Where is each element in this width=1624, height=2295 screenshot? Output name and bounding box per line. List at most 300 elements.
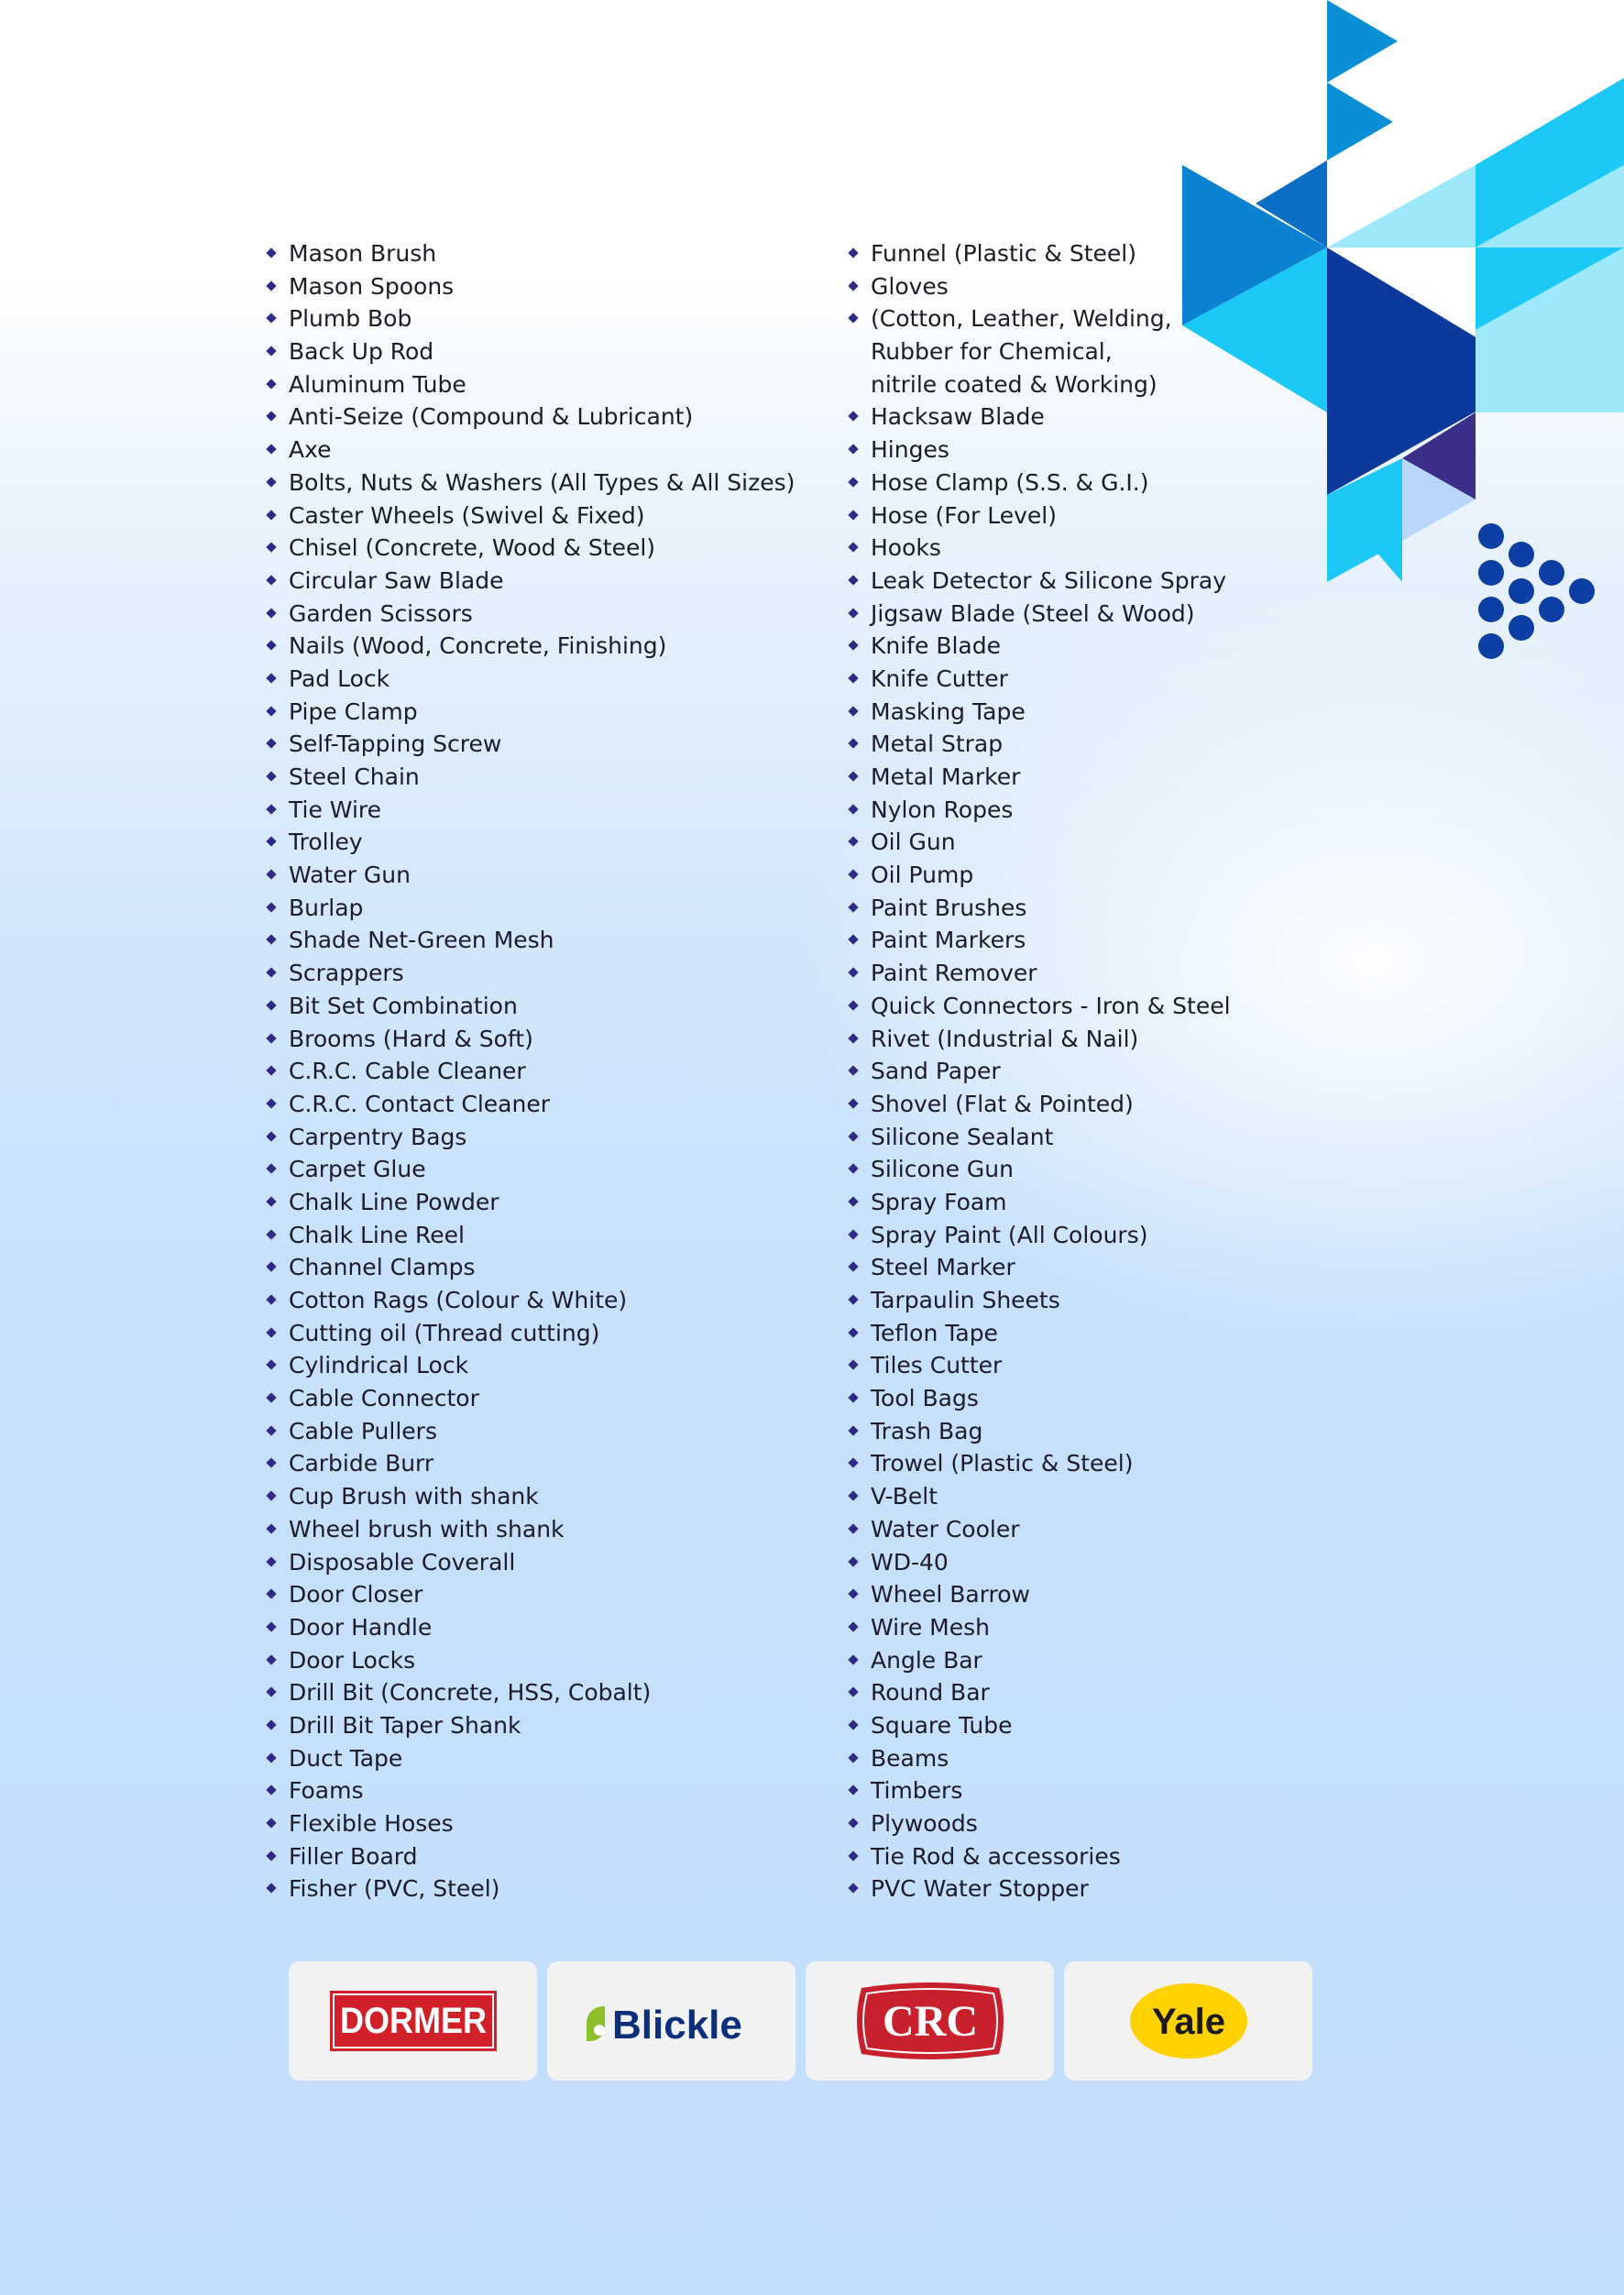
list-item-text: Channel Clamps <box>289 1254 476 1281</box>
list-item-text: Nails (Wood, Concrete, Finishing) <box>289 632 667 660</box>
diamond-bullet-icon <box>266 444 276 454</box>
diamond-bullet-icon <box>266 1262 276 1272</box>
list-item-text: Quick Connectors - Iron & Steel <box>871 992 1231 1019</box>
diamond-bullet-icon <box>848 1098 858 1108</box>
list-item-text: Knife Blade <box>871 632 1001 660</box>
list-item <box>848 598 1231 631</box>
list-item-text: Axe <box>289 436 332 464</box>
diamond-bullet-icon <box>266 1752 276 1762</box>
list-item <box>848 401 1231 434</box>
diamond-bullet-icon <box>266 837 276 847</box>
list-item-text: Metal Marker <box>871 763 1021 790</box>
list-item-text: C.R.C. Contact Cleaner <box>289 1090 550 1117</box>
diamond-bullet-icon <box>266 1000 276 1010</box>
diamond-bullet-icon <box>848 935 858 945</box>
diamond-bullet-icon <box>266 412 276 422</box>
list-item-text: Hinges <box>871 436 949 464</box>
list-item <box>266 533 795 566</box>
list-item-text: Tool Bags <box>871 1385 979 1412</box>
list-item-text: Circular Saw Blade <box>289 566 504 594</box>
list-item <box>848 1448 1231 1481</box>
list-item <box>848 925 1231 958</box>
list-item <box>848 1318 1231 1351</box>
list-item <box>266 1743 795 1776</box>
diamond-bullet-icon <box>848 1556 858 1566</box>
diamond-bullet-icon <box>848 967 858 977</box>
list-item-text: Spray Foam <box>871 1188 1007 1215</box>
crc-logo-card <box>806 1961 1054 2081</box>
list-item-text: V-Belt <box>871 1483 938 1510</box>
list-item <box>848 369 1231 402</box>
diamond-bullet-icon <box>848 1687 858 1697</box>
diamond-bullet-icon <box>848 1294 858 1304</box>
yale-logo-card <box>1064 1961 1312 2081</box>
diamond-bullet-icon <box>848 1589 858 1599</box>
diamond-bullet-icon <box>266 935 276 945</box>
list-item-text: Duct Tape <box>289 1744 403 1772</box>
list-item-text: Door Handle <box>289 1613 433 1641</box>
list-item <box>266 631 795 664</box>
list-item-text: Beams <box>871 1744 949 1772</box>
list-item-text: PVC Water Stopper <box>871 1875 1089 1903</box>
list-item <box>848 958 1231 991</box>
list-item-text: Carpet Glue <box>289 1156 426 1183</box>
diamond-bullet-icon <box>266 1229 276 1239</box>
list-item <box>848 1775 1231 1808</box>
list-item <box>266 1024 795 1057</box>
list-item <box>848 729 1231 762</box>
list-item-text: Chalk Line Reel <box>289 1221 465 1248</box>
list-item-text: Bolts, Nuts & Washers (All Types & All Sizes) <box>289 468 796 496</box>
list-item <box>266 1416 795 1449</box>
diamond-bullet-icon <box>848 869 858 879</box>
list-item-text: Door Locks <box>289 1646 416 1674</box>
list-item-text: Paint Remover <box>871 960 1037 987</box>
list-item <box>848 1710 1231 1743</box>
list-item <box>848 566 1231 598</box>
list-item <box>266 1056 795 1089</box>
list-item <box>266 369 795 402</box>
diamond-bullet-icon <box>266 280 276 291</box>
diamond-bullet-icon <box>848 1164 858 1174</box>
list-item-text: Carbide Burr <box>289 1450 434 1477</box>
list-item <box>848 1154 1231 1187</box>
list-item <box>848 664 1231 697</box>
list-item <box>848 697 1231 730</box>
diamond-bullet-icon <box>266 543 276 553</box>
diamond-bullet-icon <box>848 1033 858 1043</box>
list-item-text: Gloves <box>871 272 949 300</box>
list-item <box>848 1383 1231 1416</box>
list-item <box>266 729 795 762</box>
list-item-text: Carpentry Bags <box>289 1123 467 1150</box>
list-item-text: Bit Set Combination <box>289 992 518 1019</box>
list-item-text: Drill Bit Taper Shank <box>289 1711 521 1739</box>
diamond-bullet-icon <box>266 804 276 814</box>
list-item <box>266 991 795 1024</box>
list-item-text: Cotton Rags (Colour & White) <box>289 1287 628 1313</box>
list-item <box>266 1775 795 1808</box>
list-item <box>848 1612 1231 1645</box>
list-item-text: Water Cooler <box>871 1515 1020 1543</box>
diamond-bullet-icon <box>848 1392 858 1402</box>
diamond-bullet-icon <box>266 1425 276 1435</box>
diamond-bullet-icon <box>848 1523 858 1533</box>
list-item <box>848 271 1231 304</box>
list-item <box>266 1318 795 1351</box>
list-item <box>848 1514 1231 1547</box>
list-item <box>266 860 795 893</box>
list-item <box>848 1024 1231 1057</box>
list-item-text: Hose Clamp (S.S. & G.I.) <box>871 468 1149 496</box>
list-item <box>848 1089 1231 1122</box>
list-item <box>266 336 795 369</box>
list-item-text: Tie Rod & accessories <box>871 1842 1121 1870</box>
list-item-text: Brooms (Hard & Soft) <box>289 1025 533 1052</box>
diamond-bullet-icon <box>266 1392 276 1402</box>
list-item-text: Filler Board <box>289 1842 418 1870</box>
list-item <box>848 631 1231 664</box>
diamond-bullet-icon <box>848 313 858 324</box>
diamond-bullet-icon <box>848 280 858 291</box>
list-item-text: Cutting oil (Thread cutting) <box>289 1319 600 1346</box>
list-item-text: Metal Strap <box>871 730 1004 758</box>
list-item <box>848 1285 1231 1318</box>
diamond-bullet-icon <box>848 412 858 422</box>
list-item-text: Drill Bit (Concrete, HSS, Cobalt) <box>289 1679 652 1707</box>
blickle-logo <box>585 1995 759 2047</box>
list-item <box>266 1122 795 1155</box>
diamond-bullet-icon <box>266 1556 276 1566</box>
list-item-text: Wheel Barrow <box>871 1581 1030 1609</box>
diamond-bullet-icon <box>266 771 276 781</box>
product-list-left <box>266 238 795 1906</box>
list-item-text: Hose (For Level) <box>871 501 1057 529</box>
list-item-text: Teflon Tape <box>871 1319 998 1346</box>
list-item-text: Trowel (Plastic & Steel) <box>871 1450 1134 1477</box>
list-item-text: Door Closer <box>289 1581 423 1609</box>
list-item-text: Rivet (Industrial & Nail) <box>871 1025 1139 1052</box>
list-item <box>848 434 1231 467</box>
diamond-bullet-icon <box>848 1850 858 1861</box>
list-item-text: Tarpaulin Sheets <box>871 1287 1060 1313</box>
diamond-bullet-icon <box>848 543 858 553</box>
diamond-bullet-icon <box>848 247 858 258</box>
dormer-logo-text: DORMER <box>339 2001 487 2041</box>
list-item <box>848 827 1231 860</box>
diamond-bullet-icon <box>848 673 858 683</box>
list-item-text: Scrappers <box>289 960 404 987</box>
diamond-bullet-icon <box>266 313 276 324</box>
brand-logos-row <box>289 1961 1313 2081</box>
list-item <box>266 1710 795 1743</box>
list-item-text: C.R.C. Cable Cleaner <box>289 1058 526 1085</box>
list-item-text: Shade Net-Green Mesh <box>289 927 554 954</box>
diamond-bullet-icon <box>848 1000 858 1010</box>
diamond-bullet-icon <box>266 1883 276 1894</box>
list-item <box>266 467 795 500</box>
list-item <box>266 1154 795 1187</box>
diamond-bullet-icon <box>848 837 858 847</box>
list-item <box>848 1808 1231 1841</box>
list-item <box>266 958 795 991</box>
list-item-text: Round Bar <box>871 1679 990 1707</box>
diamond-bullet-icon <box>848 1490 858 1500</box>
list-item <box>848 991 1231 1024</box>
diamond-bullet-icon <box>266 247 276 258</box>
list-item-text: Water Gun <box>289 862 411 889</box>
diamond-bullet-icon <box>848 444 858 454</box>
diamond-bullet-icon <box>266 1066 276 1076</box>
blickle-logo-text: Blickle <box>611 2003 742 2047</box>
diamond-bullet-icon <box>266 869 276 879</box>
list-item-text: Cable Connector <box>289 1385 479 1412</box>
list-item-text: Nylon Ropes <box>871 796 1014 823</box>
diamond-bullet-icon <box>266 1196 276 1206</box>
list-item <box>266 434 795 467</box>
diamond-bullet-icon <box>848 1817 858 1828</box>
list-item-text: Oil Pump <box>871 862 974 889</box>
list-item <box>848 1122 1231 1155</box>
list-item-text: Mason Brush <box>289 240 437 267</box>
list-item <box>848 795 1231 828</box>
diamond-bullet-icon <box>848 1360 858 1370</box>
diamond-bullet-icon <box>266 739 276 749</box>
diamond-bullet-icon <box>848 1621 858 1631</box>
list-item-text: Spray Paint (All Colours) <box>871 1221 1148 1248</box>
list-item-text: Back Up Rod <box>289 338 434 366</box>
diamond-bullet-icon <box>848 1425 858 1435</box>
list-item-text: Self-Tapping Screw <box>289 730 502 758</box>
blickle-logo-card <box>547 1961 796 2081</box>
list-item <box>266 795 795 828</box>
list-item-text: Trolley <box>289 829 363 856</box>
list-item-text: Chalk Line Powder <box>289 1188 499 1215</box>
diamond-bullet-icon <box>848 1262 858 1272</box>
list-item-text: nitrile coated & Working) <box>871 370 1158 398</box>
diamond-bullet-icon <box>266 1164 276 1174</box>
list-item <box>848 1350 1231 1383</box>
list-item <box>848 1645 1231 1678</box>
diamond-bullet-icon <box>848 1883 858 1894</box>
crc-logo <box>852 1982 1008 2059</box>
list-item <box>848 500 1231 533</box>
list-item <box>266 664 795 697</box>
list-item <box>848 1841 1231 1874</box>
list-item-text: Square Tube <box>871 1711 1013 1739</box>
diamond-bullet-icon <box>266 641 276 651</box>
list-item <box>848 467 1231 500</box>
list-item-text: Shovel (Flat & Pointed) <box>871 1090 1134 1117</box>
list-item <box>848 1481 1231 1514</box>
list-item-text: Tie Wire <box>289 796 382 823</box>
list-item-text: Hooks <box>871 534 941 562</box>
list-item <box>848 533 1231 566</box>
diamond-bullet-icon <box>266 1785 276 1795</box>
list-item-text: Caster Wheels (Swivel & Fixed) <box>289 501 645 529</box>
diamond-bullet-icon <box>848 1131 858 1141</box>
list-item-text: Timbers <box>871 1777 963 1805</box>
list-item-text: Chisel (Concrete, Wood & Steel) <box>289 534 656 562</box>
diamond-bullet-icon <box>266 967 276 977</box>
list-item <box>848 1252 1231 1285</box>
list-item-text: Angle Bar <box>871 1646 982 1674</box>
list-item <box>266 1579 795 1612</box>
diamond-bullet-icon <box>266 379 276 389</box>
list-item-text: Cup Brush with shank <box>289 1483 539 1510</box>
diamond-bullet-icon <box>266 1719 276 1729</box>
diamond-bullet-icon <box>848 1196 858 1206</box>
list-item-text: Steel Chain <box>289 763 420 790</box>
diamond-bullet-icon <box>848 477 858 487</box>
diamond-bullet-icon <box>266 477 276 487</box>
list-item <box>848 1873 1231 1906</box>
list-item <box>266 1350 795 1383</box>
list-item-text: Garden Scissors <box>289 599 473 627</box>
diamond-bullet-icon <box>848 706 858 716</box>
list-item-text: (Cotton, Leather, Welding, <box>871 305 1172 333</box>
list-item <box>848 336 1231 369</box>
list-item-text: Cylindrical Lock <box>289 1352 469 1379</box>
list-item-text: Hacksaw Blade <box>871 403 1045 431</box>
list-item-text: Tiles Cutter <box>871 1352 1003 1379</box>
diamond-bullet-icon <box>266 575 276 585</box>
list-item <box>848 1677 1231 1710</box>
list-item <box>266 697 795 730</box>
list-item <box>266 1612 795 1645</box>
list-item-text: Silicone Sealant <box>871 1123 1054 1150</box>
list-item-text: Burlap <box>289 894 364 921</box>
list-item-text: Anti-Seize (Compound & Lubricant) <box>289 403 694 431</box>
list-item-text: Knife Cutter <box>871 664 1008 692</box>
list-item <box>266 1514 795 1547</box>
diamond-bullet-icon <box>266 673 276 683</box>
list-item <box>266 238 795 271</box>
diamond-bullet-icon <box>266 1490 276 1500</box>
list-item <box>266 1187 795 1220</box>
list-item <box>266 303 795 336</box>
list-item <box>266 1677 795 1710</box>
list-item-text: Plywoods <box>871 1810 978 1837</box>
list-item-text: Funnel (Plastic & Steel) <box>871 240 1136 267</box>
list-item <box>266 401 795 434</box>
list-item-text: Silicone Gun <box>871 1156 1014 1183</box>
diamond-bullet-icon <box>266 1131 276 1141</box>
list-item <box>266 1808 795 1841</box>
list-item-text: Plumb Bob <box>289 305 412 333</box>
list-item <box>266 1645 795 1678</box>
list-item-text: Oil Gun <box>871 829 956 856</box>
list-item <box>266 893 795 926</box>
list-item-text: Wheel brush with shank <box>289 1515 565 1543</box>
list-item-text: Foams <box>289 1777 364 1805</box>
list-item-text: Aluminum Tube <box>289 370 466 398</box>
diamond-bullet-icon <box>848 1066 858 1076</box>
diamond-bullet-icon <box>848 510 858 520</box>
yale-logo-text: Yale <box>1151 2002 1225 2042</box>
list-item <box>848 1056 1231 1089</box>
diamond-bullet-icon <box>266 706 276 716</box>
diamond-bullet-icon <box>848 804 858 814</box>
diamond-bullet-icon <box>848 1229 858 1239</box>
list-item <box>266 566 795 598</box>
list-item <box>266 1252 795 1285</box>
diamond-bullet-icon <box>266 1294 276 1304</box>
dormer-logo-card <box>289 1961 537 2081</box>
list-item-text: Cable Pullers <box>289 1417 437 1444</box>
diamond-bullet-icon <box>848 1752 858 1762</box>
list-item-text: Steel Marker <box>871 1254 1015 1281</box>
list-item-text: Wire Mesh <box>871 1613 990 1641</box>
list-item-text: Rubber for Chemical, <box>871 338 1113 366</box>
diamond-bullet-icon <box>266 1098 276 1108</box>
list-item <box>848 1579 1231 1612</box>
list-item <box>266 1841 795 1874</box>
list-item <box>266 1448 795 1481</box>
list-item-text: Sand Paper <box>871 1058 1001 1085</box>
list-item <box>848 860 1231 893</box>
dormer-logo <box>330 1991 497 2051</box>
product-list-right <box>848 238 1231 1906</box>
list-item-text: Pad Lock <box>289 664 390 692</box>
list-item-text: Jigsaw Blade (Steel & Wood) <box>871 599 1195 627</box>
list-item <box>266 1220 795 1253</box>
diamond-bullet-icon <box>848 739 858 749</box>
diamond-bullet-icon <box>848 771 858 781</box>
list-item <box>266 827 795 860</box>
list-item <box>848 762 1231 795</box>
diamond-bullet-icon <box>848 1327 858 1337</box>
list-item <box>266 1383 795 1416</box>
list-item-text: Paint Markers <box>871 927 1026 954</box>
diamond-bullet-icon <box>266 1621 276 1631</box>
diamond-bullet-icon <box>848 1785 858 1795</box>
list-item <box>266 1873 795 1906</box>
diamond-bullet-icon <box>266 1817 276 1828</box>
diamond-bullet-icon <box>266 1033 276 1043</box>
list-item-text: Pipe Clamp <box>289 697 418 725</box>
list-item <box>266 1089 795 1122</box>
diamond-bullet-icon <box>266 1458 276 1468</box>
list-item-text: Mason Spoons <box>289 272 455 300</box>
crc-logo-text: CRC <box>882 1997 978 2046</box>
list-item <box>266 925 795 958</box>
list-item <box>848 1416 1231 1449</box>
diamond-bullet-icon <box>848 608 858 618</box>
diamond-bullet-icon <box>266 1687 276 1697</box>
diamond-bullet-icon <box>848 575 858 585</box>
list-item-text: Flexible Hoses <box>289 1810 454 1837</box>
list-item <box>266 1481 795 1514</box>
diamond-bullet-icon <box>266 902 276 912</box>
list-item-text: Leak Detector & Silicone Spray <box>871 566 1226 594</box>
list-item <box>848 303 1231 336</box>
list-item <box>848 1743 1231 1776</box>
list-item <box>848 238 1231 271</box>
diamond-bullet-icon <box>266 510 276 520</box>
list-item-text: Masking Tape <box>871 697 1026 725</box>
diamond-bullet-icon <box>266 1589 276 1599</box>
list-item-text: Paint Brushes <box>871 894 1027 921</box>
list-item-text: Disposable Coverall <box>289 1548 516 1576</box>
diamond-bullet-icon <box>266 1523 276 1533</box>
list-item <box>848 1220 1231 1253</box>
list-item <box>848 1547 1231 1580</box>
diamond-bullet-icon <box>848 1719 858 1729</box>
list-item <box>848 1187 1231 1220</box>
yale-logo <box>1128 1982 1249 2060</box>
diamond-bullet-icon <box>848 641 858 651</box>
